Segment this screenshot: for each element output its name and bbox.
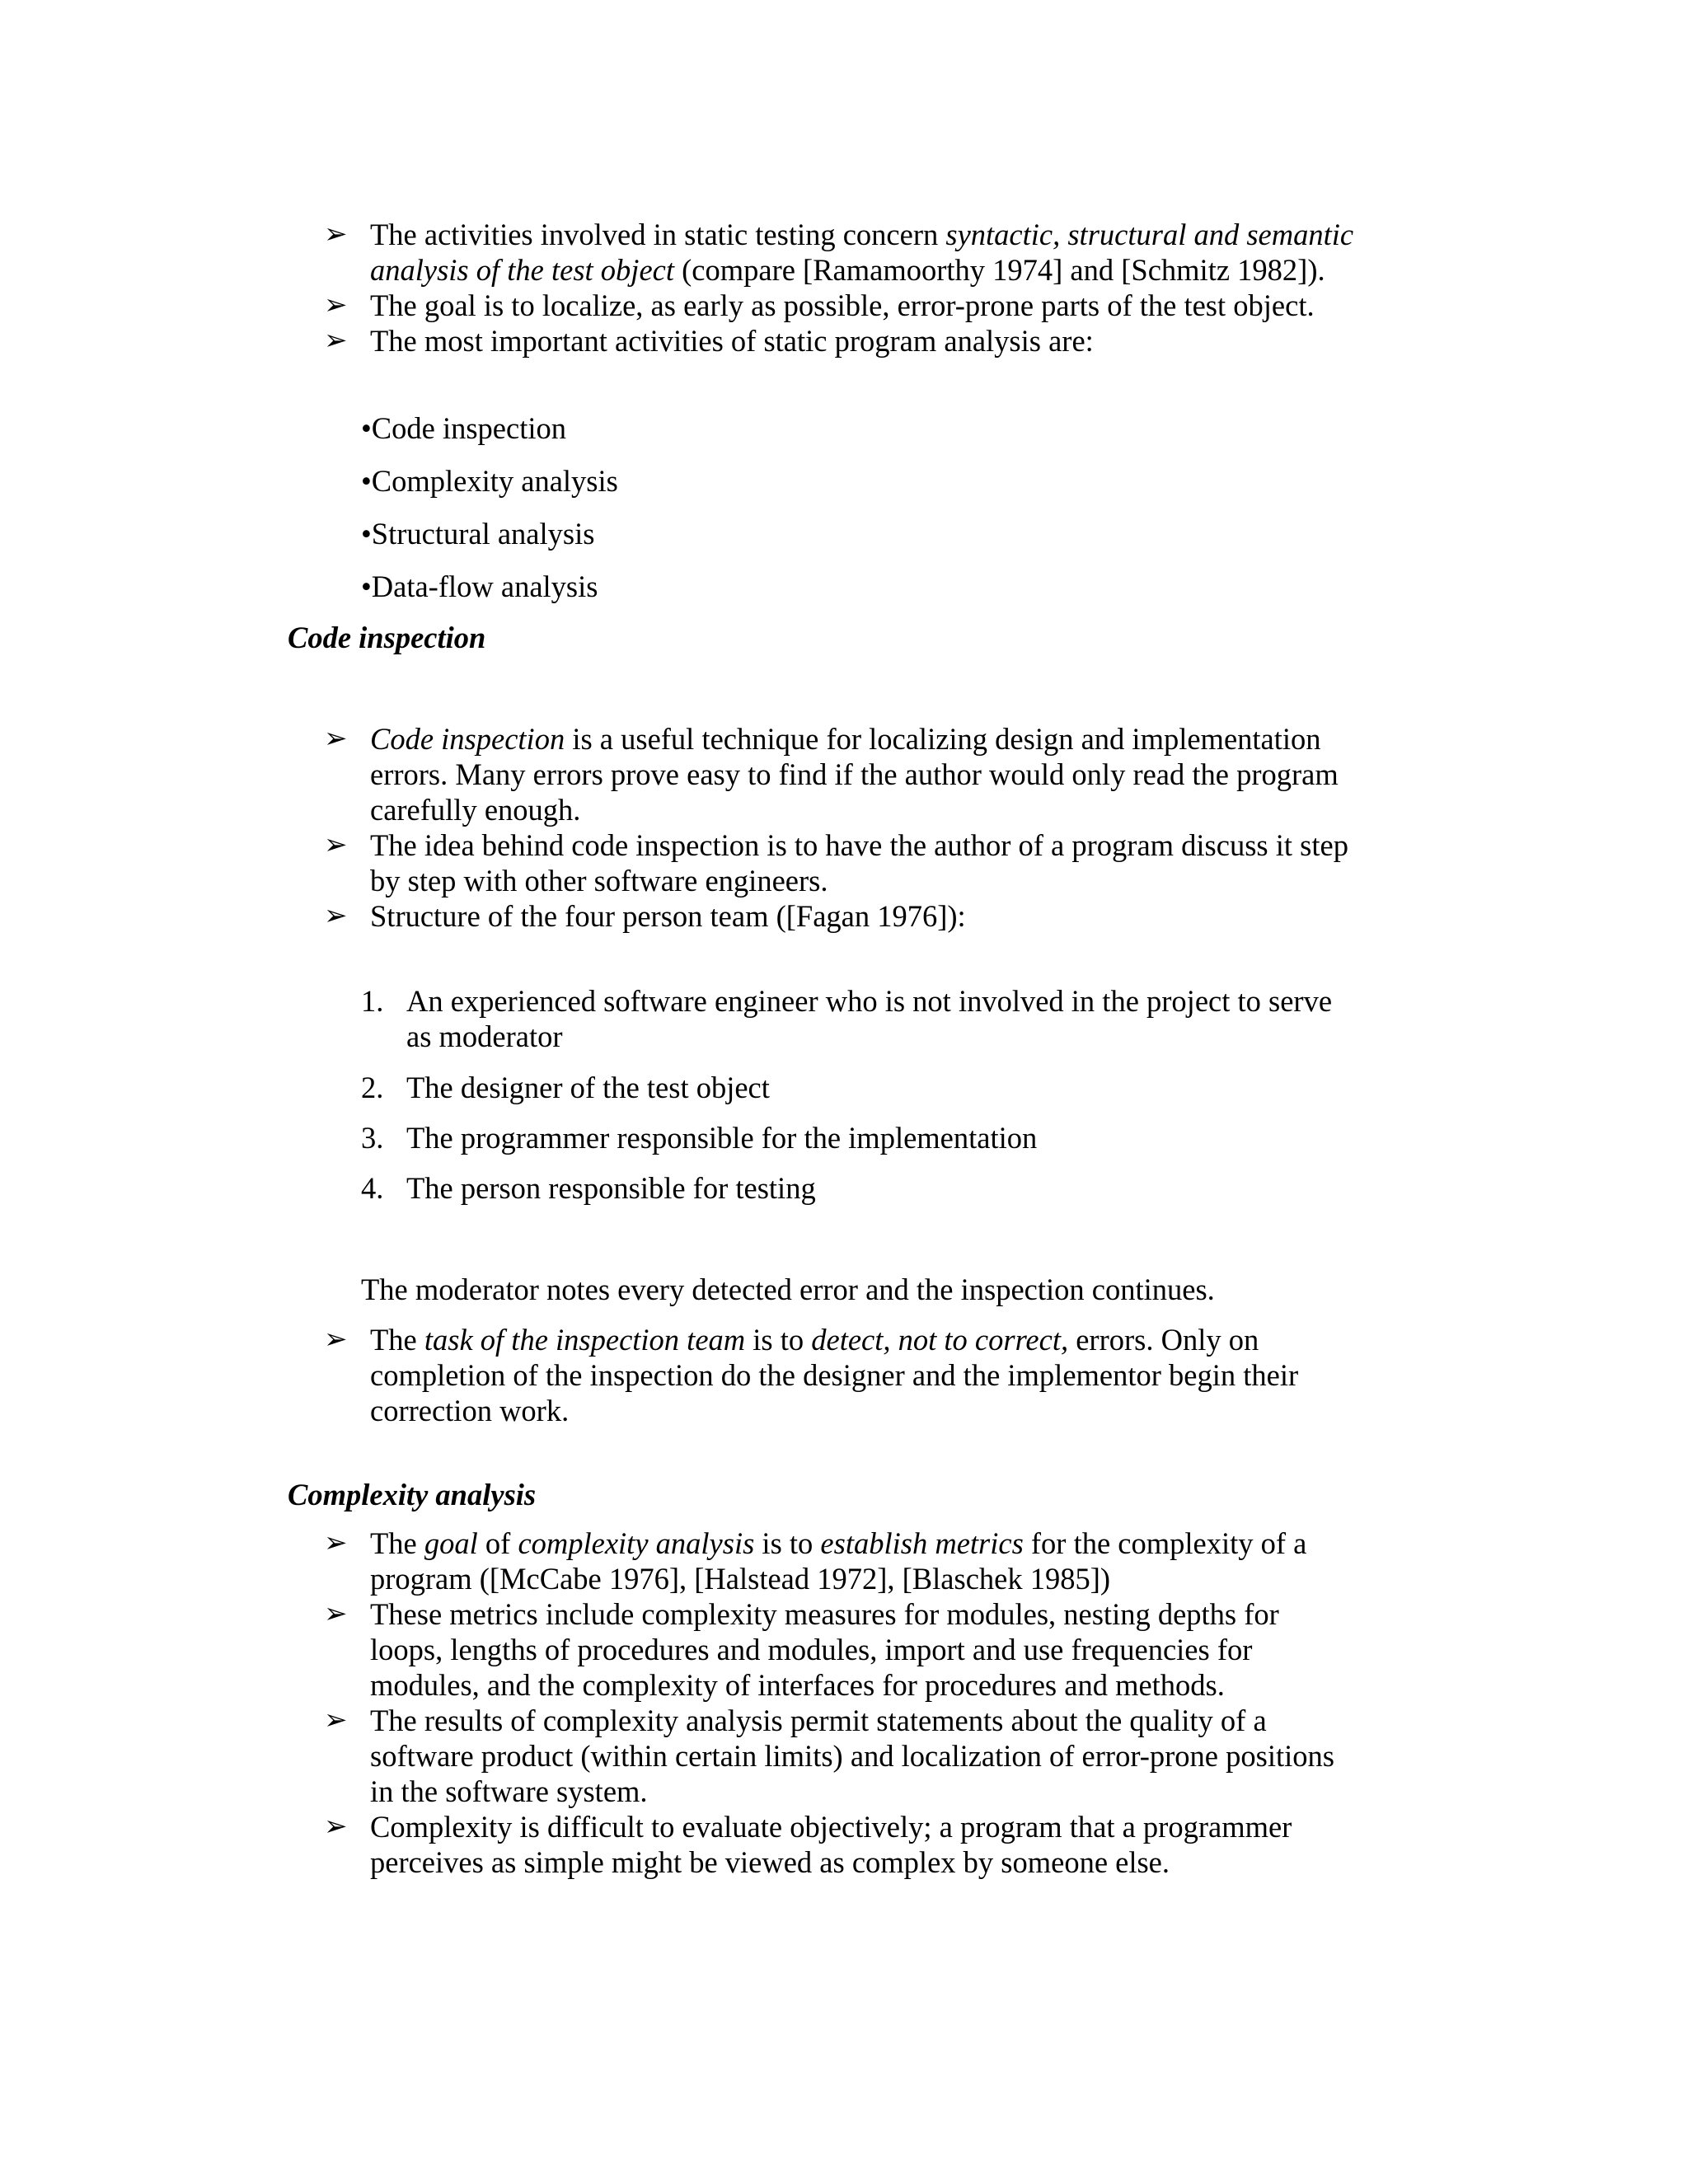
text-run: errors. Only on	[1068, 1323, 1259, 1357]
italic-run: detect, not to correct,	[811, 1323, 1069, 1357]
text-run: The activities involved in static testing concern	[370, 218, 946, 251]
text-run: errors. Many errors prove easy to find if the author would only read the program	[370, 757, 1339, 791]
text-run: by step with other software engineers.	[370, 864, 828, 898]
italic-run: task of the inspection team	[424, 1323, 746, 1357]
arrow-bullet-icon: ➢	[324, 1599, 348, 1629]
arrow-bullet-icon: ➢	[324, 326, 348, 356]
heading-text: Complexity analysis	[288, 1478, 537, 1511]
italic-run: complexity analysis	[518, 1526, 755, 1560]
text-line	[370, 1667, 1279, 1703]
text-run: The goal is to localize, as early as possible, error-prone parts of the test object.	[370, 288, 1315, 322]
text-run: loops, lengths of procedures and modules, import and use frequencies for	[370, 1633, 1253, 1666]
activity-label: Data-flow analysis	[371, 569, 598, 603]
text-line	[370, 792, 1339, 827]
activity-label: Structural analysis	[371, 517, 595, 551]
arrow-bullet-icon: ➢	[324, 901, 348, 931]
text-line	[370, 1561, 1306, 1596]
bullet-text	[370, 1809, 1292, 1880]
text-run: These metrics include complexity measures for modules, nesting depths for	[370, 1597, 1279, 1631]
text-run: carefully enough.	[370, 793, 581, 827]
text-run: The idea behind code inspection is to have the author of a program discuss it step	[370, 828, 1348, 862]
text-run: Complexity is difficult to evaluate objectively; a program that a programmer	[370, 1810, 1292, 1844]
item-number: 2.	[361, 1071, 384, 1104]
arrow-bullet-icon: ➢	[324, 1705, 348, 1736]
text-line	[370, 252, 1353, 288]
text-line	[370, 1596, 1279, 1632]
text-line	[370, 323, 1094, 359]
text-line	[370, 1526, 1306, 1561]
text-run: is to	[754, 1526, 821, 1560]
text-run: The most important activities of static program analysis are:	[370, 324, 1094, 358]
bullet-text	[370, 721, 1339, 827]
bullet-text	[370, 288, 1315, 323]
text-run: modules, and the complexity of interfaces for procedures and methods.	[370, 1668, 1225, 1702]
italic-run: Code inspection	[370, 722, 565, 756]
text-line: The programmer responsible for the implementation	[406, 1121, 1038, 1155]
text-line	[370, 1357, 1298, 1393]
text-line: The person responsible for testing	[406, 1171, 816, 1205]
item-text	[406, 1120, 1037, 1155]
bullet-text	[370, 898, 966, 934]
activity-label: Code inspection	[371, 411, 566, 445]
text-line: The designer of the test object	[406, 1071, 770, 1104]
text-run: Structure of the four person team ([Fagan 1976]):	[370, 899, 966, 933]
text-run: is a useful technique for localizing design and implementation	[565, 722, 1321, 756]
text-line	[370, 288, 1315, 323]
item-text	[406, 1170, 816, 1206]
text-line	[370, 757, 1339, 792]
dot-bullet-icon: •Structural analysis	[361, 517, 595, 551]
item-number: 1.	[361, 984, 384, 1018]
bullet-text	[370, 827, 1348, 898]
arrow-bullet-icon: ➢	[324, 219, 348, 250]
dot-bullet-icon: •Data-flow analysis	[361, 569, 598, 603]
text-line	[370, 217, 1353, 252]
heading-text: Code inspection	[288, 621, 486, 654]
text-run: correction work.	[370, 1394, 570, 1427]
item-text	[406, 983, 1332, 1054]
arrow-bullet-icon: ➢	[324, 1324, 348, 1355]
text-line	[370, 1393, 1298, 1428]
text-run: software product (within certain limits) and localization of error-prone positions	[370, 1739, 1334, 1773]
dot-bullet-icon: •Complexity analysis	[361, 464, 618, 498]
text-run: completion of the inspection do the designer and the implementor begin their	[370, 1358, 1299, 1392]
text-line	[370, 1632, 1279, 1667]
text-line: as moderator	[406, 1019, 563, 1053]
text-line	[370, 863, 1348, 898]
arrow-bullet-icon: ➢	[324, 1811, 348, 1842]
italic-run: analysis of the test object	[370, 253, 674, 287]
arrow-bullet-icon: ➢	[324, 290, 348, 321]
text-run: The	[370, 1526, 424, 1560]
item-number: 4.	[361, 1171, 384, 1205]
italic-run: goal	[424, 1526, 478, 1560]
note-text: The moderator notes every detected error and the inspection continues.	[361, 1272, 1215, 1306]
bullet-text	[370, 323, 1094, 359]
text-line	[370, 827, 1348, 863]
bullet-text	[370, 217, 1353, 288]
bullet-text	[370, 1322, 1298, 1428]
text-run: (compare [Ramamoorthy 1974] and [Schmitz 1982]).	[674, 253, 1325, 287]
text-line: An experienced software engineer who is not involved in the project to serve	[406, 984, 1333, 1018]
text-line	[370, 1774, 1334, 1809]
text-line	[370, 898, 966, 934]
text-line	[370, 1738, 1334, 1774]
text-run: perceives as simple might be viewed as complex by someone else.	[370, 1845, 1170, 1879]
bullet-text	[370, 1526, 1306, 1596]
text-run: of	[477, 1526, 518, 1560]
text-run: in the software system.	[370, 1774, 648, 1808]
arrow-bullet-icon: ➢	[324, 830, 348, 860]
arrow-bullet-icon: ➢	[324, 724, 348, 754]
text-run: The results of complexity analysis permit statements about the quality of a	[370, 1704, 1267, 1737]
text-line	[370, 721, 1339, 757]
arrow-bullet-icon: ➢	[324, 1528, 348, 1558]
activity-label: Complexity analysis	[371, 464, 618, 498]
bullet-text	[370, 1703, 1334, 1809]
text-run: program ([McCabe 1976], [Halstead 1972], [Blaschek 1985])	[370, 1562, 1111, 1596]
italic-run: establish metrics	[820, 1526, 1024, 1560]
bullet-text	[370, 1596, 1279, 1703]
text-line	[370, 1844, 1292, 1880]
text-run: for the complexity of a	[1023, 1526, 1307, 1560]
text-line	[370, 1703, 1334, 1738]
text-line	[370, 1322, 1298, 1357]
item-number: 3.	[361, 1121, 384, 1155]
text-run: The	[370, 1323, 424, 1357]
text-run: is to	[745, 1323, 812, 1357]
text-line	[370, 1809, 1292, 1844]
item-text	[406, 1070, 770, 1105]
italic-run: syntactic, structural and semantic	[945, 218, 1354, 251]
dot-bullet-icon: •Code inspection	[361, 411, 566, 445]
